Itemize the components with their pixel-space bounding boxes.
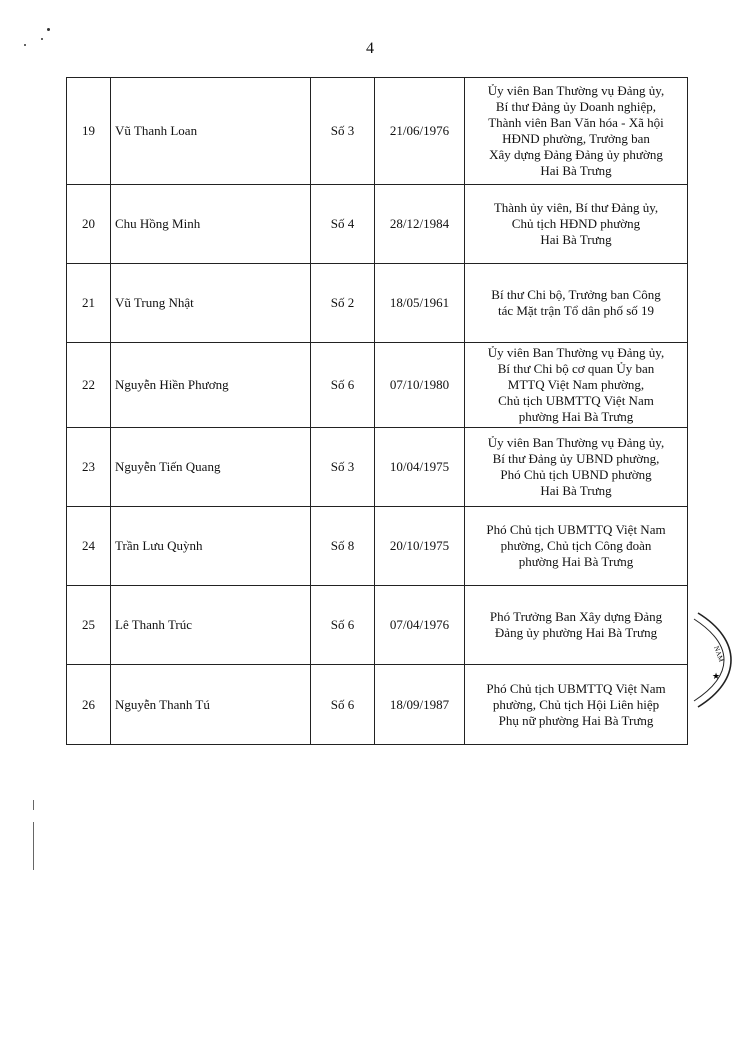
position-line: Thành viên Ban Văn hóa - Xã hội xyxy=(488,115,664,130)
unit-number: Số 3 xyxy=(311,78,375,185)
table-row xyxy=(67,264,688,343)
margin-mark xyxy=(33,800,34,810)
row-number: 25 xyxy=(67,586,111,665)
position-line: phường Hai Bà Trưng xyxy=(518,409,634,424)
position-line: phường Hai Bà Trưng xyxy=(518,554,634,569)
row-number: 22 xyxy=(67,343,111,428)
position-line: Hai Bà Trưng xyxy=(540,483,612,498)
position-line: Thành ủy viên, Bí thư Đảng ủy, xyxy=(493,200,659,215)
table-row xyxy=(67,185,688,264)
scan-speck xyxy=(41,38,43,40)
row-number: 21 xyxy=(67,264,111,343)
unit-number: Số 4 xyxy=(311,185,375,264)
birth-date: 18/09/1987 xyxy=(375,665,465,745)
birth-date: 07/10/1980 xyxy=(375,343,465,428)
position-line: Ủy viên Ban Thường vụ Đảng ủy, xyxy=(487,435,665,450)
position-line: Phụ nữ phường Hai Bà Trưng xyxy=(498,712,654,728)
member-position xyxy=(465,428,688,507)
position-line: Ủy viên Ban Thường vụ Đảng ủy, xyxy=(487,345,665,360)
seal-text: NAM xyxy=(712,644,726,664)
member-position xyxy=(465,264,688,343)
position-line: Bí thư Chi bộ cơ quan Ủy ban xyxy=(497,361,655,376)
member-position xyxy=(465,343,688,428)
unit-number: Số 8 xyxy=(311,507,375,586)
position-line: Phó Chủ tịch UBMTTQ Việt Nam xyxy=(486,522,666,537)
member-name: Lê Thanh Trúc xyxy=(111,586,311,665)
table-row xyxy=(67,428,688,507)
table-row xyxy=(67,78,688,185)
page-number: 4 xyxy=(366,40,374,57)
row-number: 23 xyxy=(67,428,111,507)
unit-number: Số 2 xyxy=(311,264,375,343)
birth-date: 21/06/1976 xyxy=(375,78,465,185)
official-seal-stamp xyxy=(690,605,740,715)
position-line: phường, Chủ tịch Hội Liên hiệp xyxy=(492,696,660,712)
birth-date: 18/05/1961 xyxy=(375,264,465,343)
member-name: Vũ Thanh Loan xyxy=(111,78,311,185)
position-line: Chủ tịch HĐND phường xyxy=(511,216,641,231)
member-position xyxy=(465,586,688,665)
member-position xyxy=(465,185,688,264)
position-line: phường, Chủ tịch Công đoàn xyxy=(500,538,652,553)
member-position xyxy=(465,665,688,745)
unit-number: Số 6 xyxy=(311,343,375,428)
member-position xyxy=(465,507,688,586)
birth-date: 10/04/1975 xyxy=(375,428,465,507)
birth-date: 28/12/1984 xyxy=(375,185,465,264)
member-name: Nguyễn Tiến Quang xyxy=(111,428,311,507)
position-line: Bí thư Đảng ủy Doanh nghiệp, xyxy=(495,99,657,114)
table-row xyxy=(67,507,688,586)
birth-date: 07/04/1976 xyxy=(375,586,465,665)
member-table-body xyxy=(67,78,688,745)
position-line: Bí thư Chi bộ, Trưởng ban Công xyxy=(491,287,661,302)
position-line: Phó Trưởng Ban Xây dựng Đảng xyxy=(489,609,663,624)
position-line: Phó Chủ tịch UBND phường xyxy=(500,467,652,482)
position-line: Hai Bà Trưng xyxy=(540,232,612,247)
position-line: HĐND phường, Trưởng ban xyxy=(502,131,650,146)
position-line: Xây dựng Đảng Đảng ủy phường xyxy=(489,147,663,162)
position-line: Hai Bà Trưng xyxy=(540,163,612,178)
birth-date: 20/10/1975 xyxy=(375,507,465,586)
position-line: Đảng ủy phường Hai Bà Trưng xyxy=(494,625,658,640)
position-line: Ủy viên Ban Thường vụ Đảng ủy, xyxy=(487,83,665,98)
seal-star-icon: ★ xyxy=(712,672,721,682)
member-name: Nguyễn Hiền Phương xyxy=(111,343,311,428)
unit-number: Số 6 xyxy=(311,665,375,745)
member-name: Vũ Trung Nhật xyxy=(111,264,311,343)
member-name: Nguyễn Thanh Tú xyxy=(111,665,311,745)
member-name: Trần Lưu Quỳnh xyxy=(111,507,311,586)
unit-number: Số 6 xyxy=(311,586,375,665)
table-row xyxy=(67,665,688,745)
row-number: 26 xyxy=(67,665,111,745)
unit-number: Số 3 xyxy=(311,428,375,507)
member-table xyxy=(66,77,688,745)
position-line: tác Mặt trận Tổ dân phố số 19 xyxy=(497,303,655,318)
position-line: Bí thư Đảng ủy UBND phường, xyxy=(492,451,660,466)
table-row xyxy=(67,586,688,665)
position-line: Phó Chủ tịch UBMTTQ Việt Nam xyxy=(486,680,666,696)
position-line: Chủ tịch UBMTTQ Việt Nam xyxy=(498,393,654,408)
scan-speck xyxy=(24,44,26,46)
row-number: 20 xyxy=(67,185,111,264)
row-number: 24 xyxy=(67,507,111,586)
scan-speck xyxy=(47,28,50,31)
table-row xyxy=(67,343,688,428)
margin-mark xyxy=(33,822,34,870)
member-position xyxy=(465,78,688,185)
member-name: Chu Hồng Minh xyxy=(111,185,311,264)
row-number: 19 xyxy=(67,78,111,185)
position-line: MTTQ Việt Nam phường, xyxy=(507,377,645,392)
